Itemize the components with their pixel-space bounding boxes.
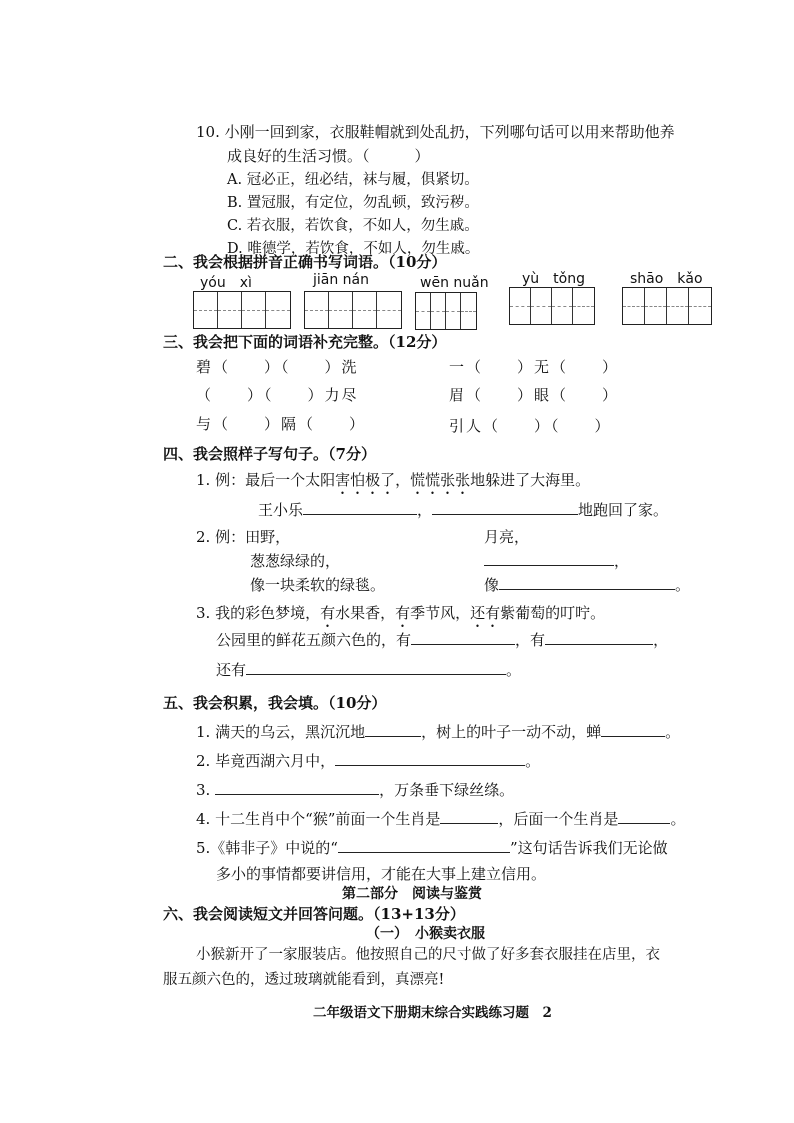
answer-blank[interactable] (365, 722, 421, 737)
answer-blank[interactable] (411, 630, 515, 645)
answer-blank[interactable] (215, 780, 379, 795)
pinyin-youxi: yóu xì (200, 275, 252, 291)
q10-stem-line1: 10. 小刚一回到家，衣服鞋帽就到处乱扔，下列哪句话可以用来帮助他养 (196, 123, 675, 141)
s4-item2-right-mid: ， (484, 551, 629, 571)
s5-q1: 1. 满天的乌云，黑沉沉地 ，树上的叶子一动不动，蝉 。 (196, 723, 681, 741)
section3-title: 三、我会把下面的词语补充完整。（12分） (163, 333, 447, 351)
s5-q5-line2: 多小的事情都要讲信用，才能在大事上建立信用。 (216, 865, 547, 883)
answer-blank[interactable] (601, 722, 665, 737)
answer-blank[interactable] (246, 660, 506, 675)
section6-subtitle: （一） 小猴卖衣服 (366, 926, 485, 942)
writing-grid-youxi[interactable] (193, 291, 291, 329)
answer-blank[interactable] (499, 575, 675, 590)
part2-title: 第二部分 阅读与鉴赏 (342, 886, 482, 902)
q10-option-d: D. 唯德学，若饮食，不如人，勿生戚。 (227, 241, 480, 257)
q10-option-a: A. 冠必正，纽必结，袜与履，俱紧切。 (227, 172, 479, 188)
s4-item1-answer: 王小乐 ， 地跑回了家。 (258, 501, 669, 519)
answer-blank[interactable] (618, 809, 670, 824)
answer-blank[interactable] (432, 500, 578, 515)
s4-item3-line2: 公园里的鲜花五颜六色的，有 ，有 ， (216, 631, 669, 649)
s4-item2-right-bot: 像 。 (484, 576, 691, 594)
idiom-left-1: 碧（ ）（ ）洗 (196, 358, 359, 376)
idiom-left-2: （ ）（ ）力尽 (196, 386, 359, 404)
reading-para-line2: 服五颜六色的，透过玻璃就能看到，真漂亮! (163, 972, 445, 988)
reading-para-line1: 小猴新开了一家服装店。他按照自己的尺寸做了好多套衣服挂在店里，衣 (196, 947, 660, 963)
answer-blank[interactable] (545, 630, 653, 645)
section2-title: 二、我会根据拼音正确书写词语。（10分） (163, 253, 447, 271)
pinyin-shaokao: shāo kǎo (630, 271, 703, 287)
q10-stem-line2: 成良好的生活习惯。（ ） (227, 147, 430, 165)
answer-blank[interactable] (338, 838, 510, 853)
answer-blank[interactable] (440, 809, 498, 824)
answer-blank[interactable] (484, 551, 614, 566)
pinyin-yutong: yù tǒng (522, 271, 585, 287)
idiom-right-3: 引人（ ）（ ） (449, 417, 612, 435)
s4-item2-left-mid: 葱葱绿绿的， (250, 552, 341, 570)
q10-option-c: C. 若衣服，若饮食，不如人，勿生戚。 (227, 218, 479, 234)
s4-item3-line3: 还有 。 (216, 661, 522, 679)
s5-q5: 5.《韩非子》中说的“ ”这句话告诉我们无论做 (196, 839, 668, 857)
page-footer: 二年级语文下册期末综合实践练习题 2 (313, 1005, 552, 1021)
writing-grid-jiannan[interactable] (304, 291, 402, 329)
section6-title: 六、我会阅读短文并回答问题。（13+13分） (163, 905, 465, 923)
section4-title: 四、我会照样子写句子。（7分） (163, 445, 376, 463)
writing-grid-shaokao[interactable] (622, 287, 712, 325)
s4-item2-label: 2. 例：田野， (196, 528, 291, 546)
idiom-right-1: 一（ ）无（ ） (449, 358, 620, 376)
section5-title: 五、我会积累，我会填。（10分） (163, 694, 387, 712)
s5-q4: 4. 十二生肖中个“猴”前面一个生肖是 ，后面一个生肖是 。 (196, 810, 686, 828)
idiom-left-3: 与（ ）隔（ ） (196, 415, 367, 433)
pinyin-wennuan: wēn nuǎn (420, 275, 489, 291)
answer-blank[interactable] (303, 500, 417, 515)
answer-blank[interactable] (335, 751, 525, 766)
s5-q2: 2. 毕竟西湖六月中， 。 (196, 752, 541, 770)
s4-item2-right-top: 月亮， (484, 528, 530, 546)
pinyin-jiannan: jiān nán (313, 272, 370, 288)
s4-item1-example: 1. 例：最后一个太阳害怕极了，慌慌张张地躲进了大海里。 (196, 471, 591, 489)
q10-option-b: B. 置冠服，有定位，勿乱顿，致污秽。 (227, 195, 479, 211)
idiom-right-2: 眉（ ）眼（ ） (449, 386, 620, 404)
s4-item2-left-bot: 像一块柔软的绿毯。 (250, 576, 386, 594)
writing-grid-wennuan[interactable] (415, 292, 477, 330)
s4-item3-line1: 3. 我的彩色梦境，有水果香，有季节风，还有紫葡萄的叮咛。 (196, 604, 606, 622)
writing-grid-yutong[interactable] (509, 287, 595, 325)
s5-q3: 3. ，万条垂下绿丝绦。 (196, 781, 515, 799)
